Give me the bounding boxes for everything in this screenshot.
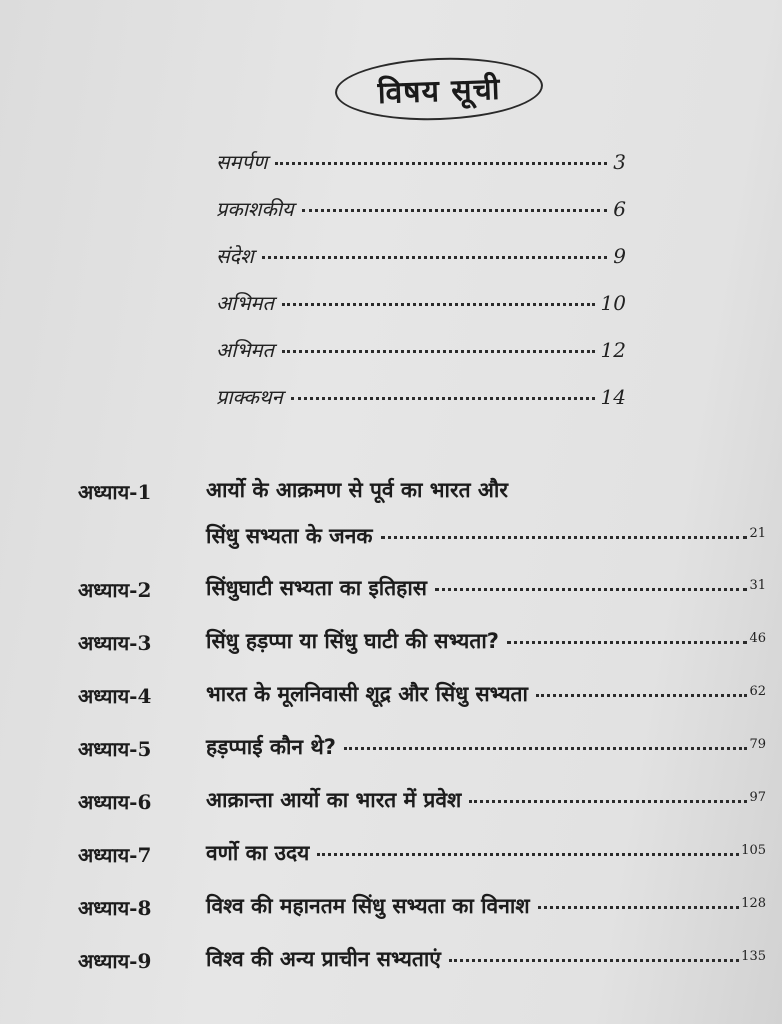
front-matter-label: अभिमत xyxy=(216,291,274,315)
chapter-entry xyxy=(66,674,766,727)
chapter-number: अध्याय-6 xyxy=(78,790,152,814)
dot-leader xyxy=(469,800,747,803)
chapter-title: विश्व की महानतम सिंधु सभ्यता का विनाश xyxy=(206,894,530,918)
chapter-list xyxy=(66,470,766,992)
front-matter-entry xyxy=(216,289,626,336)
chapter-page: 31 xyxy=(749,578,766,593)
dot-leader xyxy=(317,853,739,856)
chapter-entry xyxy=(66,886,766,939)
dot-leader xyxy=(302,209,608,212)
chapter-number: अध्याय-2 xyxy=(78,578,152,602)
chapter-entry xyxy=(66,470,766,568)
dot-leader xyxy=(291,397,595,400)
dot-leader xyxy=(282,303,595,306)
chapter-title: सिंधुघाटी सभ्यता का इतिहास xyxy=(206,576,427,600)
chapter-page: 105 xyxy=(741,843,766,858)
front-matter-label: समर्पण xyxy=(216,150,268,174)
front-matter-label: संदेश xyxy=(216,244,254,268)
dot-leader xyxy=(275,162,607,165)
chapter-title-line2: सिंधु सभ्यता के जनक xyxy=(206,524,373,548)
front-matter-page: 14 xyxy=(600,385,626,409)
chapter-entry xyxy=(66,833,766,886)
dot-leader xyxy=(282,350,595,353)
front-matter-page: 12 xyxy=(600,338,626,362)
dot-leader xyxy=(381,536,748,539)
chapter-page: 46 xyxy=(749,631,766,646)
front-matter-page: 10 xyxy=(600,291,626,315)
front-matter-label: प्रकाशकीय xyxy=(216,197,294,221)
chapter-entry xyxy=(66,568,766,621)
chapter-number: अध्याय-8 xyxy=(78,896,152,920)
chapter-title-line1: आर्यो के आक्रमण से पूर्व का भारत और xyxy=(206,478,508,502)
front-matter-page: 6 xyxy=(613,197,626,221)
chapter-number: अध्याय-1 xyxy=(78,480,152,504)
chapter-title: आक्रान्ता आर्यो का भारत में प्रवेश xyxy=(206,788,462,812)
page-title: विषय सूची xyxy=(377,71,502,111)
chapter-entry xyxy=(66,727,766,780)
chapter-page: 21 xyxy=(749,526,766,541)
chapter-number: अध्याय-7 xyxy=(78,843,152,867)
front-matter-entry xyxy=(216,336,626,383)
front-matter-entry xyxy=(216,148,626,195)
front-matter-page: 9 xyxy=(613,244,626,268)
chapter-title: विश्व की अन्य प्राचीन सभ्यताएं xyxy=(206,947,441,971)
front-matter-page: 3 xyxy=(613,150,626,174)
chapter-page: 79 xyxy=(749,737,766,752)
front-matter-entry xyxy=(216,195,626,242)
dot-leader xyxy=(449,959,739,962)
dot-leader xyxy=(538,906,740,909)
title-oval xyxy=(334,54,544,123)
chapter-title: सिंधु हड़प्पा या सिंधु घाटी की सभ्यता? xyxy=(206,629,499,653)
dot-leader xyxy=(344,747,747,750)
chapter-number: अध्याय-3 xyxy=(78,631,152,655)
chapter-title: वर्णो का उदय xyxy=(206,841,310,865)
front-matter-label: प्राक्कथन xyxy=(216,385,283,409)
chapter-number: अध्याय-5 xyxy=(78,737,152,761)
front-matter-entry xyxy=(216,242,626,289)
chapter-page: 97 xyxy=(749,790,766,805)
dot-leader xyxy=(262,256,608,259)
dot-leader xyxy=(507,641,748,644)
chapter-entry xyxy=(66,621,766,674)
chapter-number: अध्याय-4 xyxy=(78,684,152,708)
dot-leader xyxy=(536,694,747,697)
dot-leader xyxy=(435,588,748,591)
chapter-number: अध्याय-9 xyxy=(78,949,152,973)
chapter-title: भारत के मूलनिवासी शूद्र और सिंधु सभ्यता xyxy=(206,682,528,706)
front-matter-list xyxy=(216,148,626,430)
front-matter-label: अभिमत xyxy=(216,338,274,362)
chapter-entry xyxy=(66,780,766,833)
chapter-page: 128 xyxy=(741,896,766,911)
chapter-page: 135 xyxy=(741,949,766,964)
chapter-title: हड़प्पाई कौन थे? xyxy=(206,735,336,759)
chapter-page: 62 xyxy=(749,684,766,699)
front-matter-entry xyxy=(216,383,626,430)
chapter-entry xyxy=(66,939,766,992)
